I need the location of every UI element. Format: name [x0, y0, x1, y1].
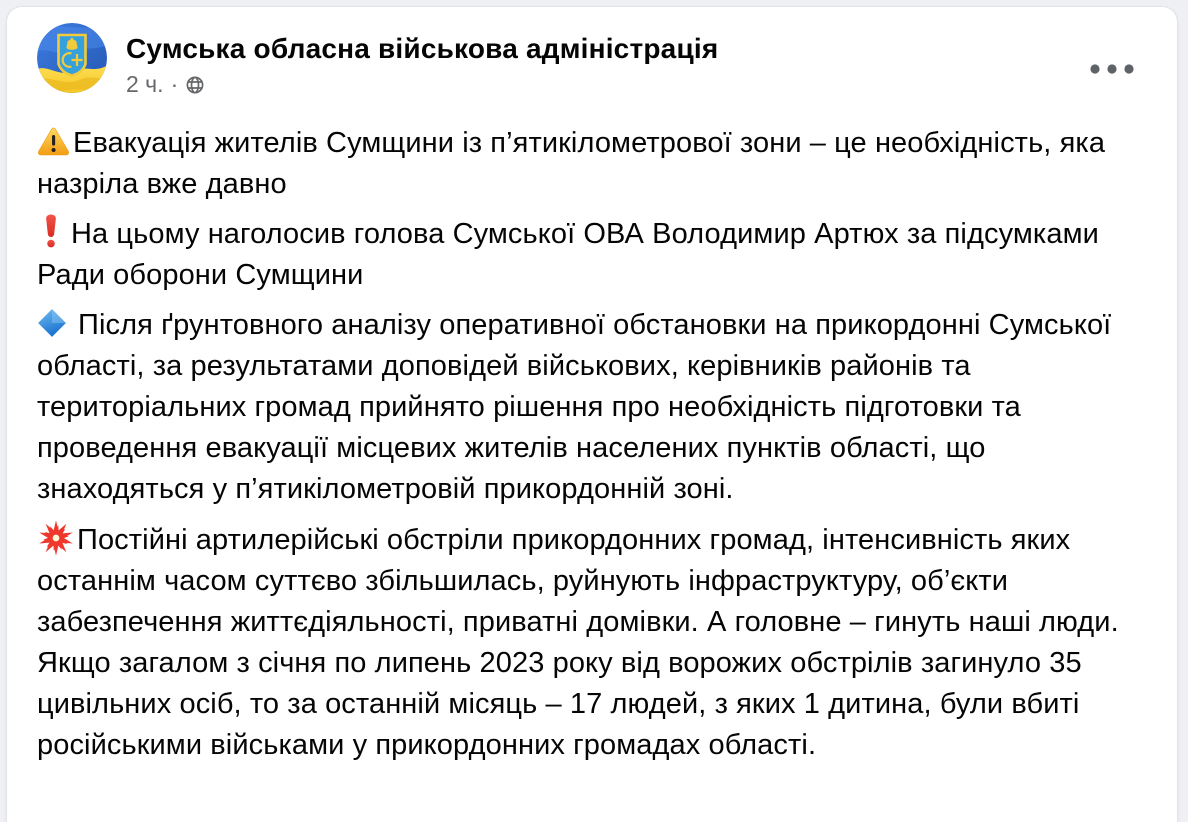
post-paragraph [37, 519, 1149, 766]
post-header [7, 7, 1177, 97]
paragraph-text: Евакуація жителів Сумщини із п’ятикілометрової зони – це необхідність, яка назріла вже давно [37, 127, 1106, 200]
paragraph-text: Після ґрунтовного аналізу оперативної обстановки на прикордонні Сумської області, за результатами доповідей військових, керівників районів та територіальних громад прийнято рішення про необхідність підготовки та проведення евакуації місцевих жителів населених пунктів області, що знаходяться у п’ятикілометровій прикордонній зоні. [37, 309, 1112, 505]
meta-separator: · [170, 71, 179, 97]
page-avatar[interactable] [37, 23, 107, 93]
more-options-button[interactable] [1081, 47, 1143, 91]
ellipsis-icon [1089, 63, 1135, 75]
post-body [7, 97, 1177, 766]
collision-icon [37, 519, 75, 557]
post-paragraph [37, 305, 1149, 510]
paragraph-text: Постійні артилерійські обстріли прикордонних громад, інтенсивність яких останнім часом суттєво збільшилась, руйнують інфраструктуру, об’єкти забезпечення життєдіяльності, приватні домівки. А головне – гинуть наші люди. Якщо загалом з січня по липень 2023 року від ворожих обстрілів загинуло 35 цивільних осіб, то за останній місяць – 17 людей, з яких 1 дитина, були вбиті російськими військами у прикордонних громадах області. [37, 524, 1119, 761]
post-paragraph [37, 123, 1149, 205]
red-exclamation-icon [44, 214, 58, 248]
post-card [6, 6, 1178, 822]
ukraine-flag-coat-of-arms-icon [37, 23, 107, 93]
header-info [126, 23, 718, 97]
post-meta [126, 71, 718, 97]
blue-diamond-icon [37, 308, 67, 338]
post-paragraph [37, 214, 1149, 296]
globe-privacy-icon [185, 75, 205, 95]
paragraph-text: На цьому наголосив голова Сумської ОВА Володимир Артюх за підсумками Ради оборони Сумщини [37, 218, 1099, 291]
page-name-link[interactable]: Сумська обласна військова адміністрація [126, 33, 719, 64]
timestamp[interactable]: 2 ч. [126, 71, 164, 97]
warning-sign-icon [37, 126, 70, 156]
